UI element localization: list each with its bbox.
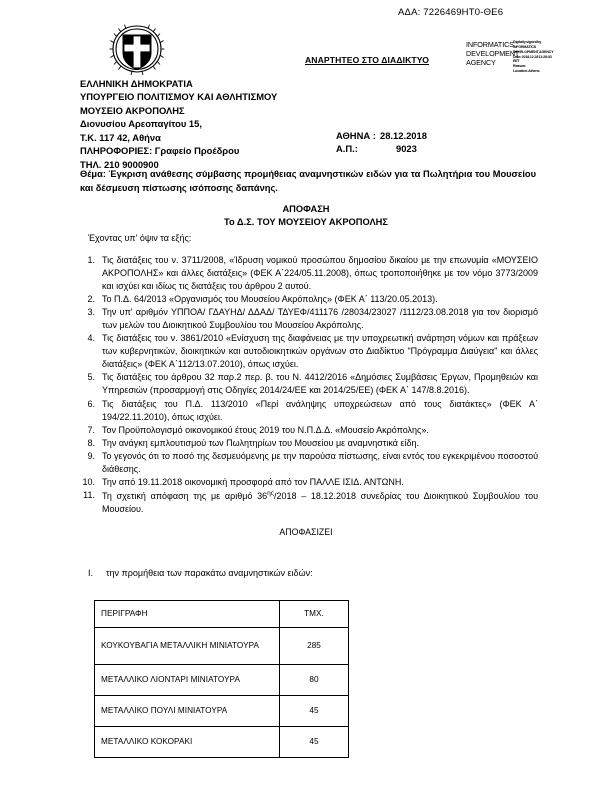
whereas-item-number: 11. xyxy=(83,489,95,500)
signature-detail-text xyxy=(513,40,583,74)
ada-code: ΑΔΑ: 7226469ΗΤ0-ΘΕ6 xyxy=(398,7,504,18)
whereas-item-number: 1. xyxy=(87,255,95,265)
whereas-item xyxy=(80,450,538,476)
cell-description: ΜΕΤΑΛΛΙΚΟ ΛΙΟΝΤΑΡΙ ΜΙΝΙΑΤΟΥΡΑ xyxy=(95,665,280,696)
signature-agency-name: INFORMATICS DEVELOPMENT AGENCY xyxy=(466,40,520,68)
signature-detail-line: Reason: xyxy=(513,64,527,69)
resolution-item-text: την προμήθεια των παρακάτω αναμνηστικών ειδών: xyxy=(106,568,313,578)
items-table-body xyxy=(95,601,349,758)
whereas-item-text: Την ανάγκη εμπλουτισμού των Πωλητηρίων του Μουσείου με αναμνηστικά είδη. xyxy=(102,437,419,448)
whereas-item-text: Τις διατάξεις του ν. 3861/2010 «Ενίσχυση της διαφάνειας με την υποχρεωτική ανάρτηση νόμων και πράξεων των κυβερνητικών, διοικητικών και αυτοδιοικητικών οργάνων στο Διαδίκτυο "Πρόγραμμα Διαύγεια" και άλλες διατάξεις» (ΦΕΚ Α΄112/13.07.2010), όπως ισχύει. xyxy=(102,333,538,370)
whereas-item-number: 7. xyxy=(87,424,95,435)
items-table-wrapper xyxy=(94,600,322,758)
whereas-item-number: 2. xyxy=(87,294,95,305)
whereas-item xyxy=(80,371,538,397)
cell-description: ΜΕΤΑΛΛΙΚΟ ΠΟΥΛΙ ΜΙΝΙΑΤΟΥΡΑ xyxy=(95,696,280,727)
whereas-item-number: 3. xyxy=(87,307,95,318)
city-label: ΑΘΗΝΑ : xyxy=(336,130,376,141)
protocol-label: Α.Π.: xyxy=(336,143,358,155)
column-header-quantity: ΤΜΧ. xyxy=(280,601,349,628)
document-date: 28.12.2018 xyxy=(380,130,427,141)
whereas-item xyxy=(80,489,538,516)
letterhead-line-republic: ΕΛΛΗΝΙΚΗ ΔΗΜΟΚΡΑΤΙΑ xyxy=(80,78,193,89)
subject-line: Θέμα: Έγκριση ανάθεσης σύμβασης προμήθειας αναμνηστικών ειδών για τα Πωλητήρια του Μουσείου και δέσμευση πίστωσης ισόποσης δαπάνης. xyxy=(80,169,536,193)
whereas-item xyxy=(80,424,538,437)
greek-coat-of-arms-emblem xyxy=(106,21,168,77)
resolution-item-number: I. xyxy=(88,568,94,578)
protocol-number: 9023 xyxy=(396,143,417,155)
column-header-description: ΠΕΡΙΓΡΑΦΗ xyxy=(95,601,280,628)
signature-detail-line: EET xyxy=(513,59,520,64)
letterhead xyxy=(80,77,277,171)
cell-description: ΚΟΥΚΟΥΒΑΓΙΑ ΜΕΤΑΛΛΙΚΗ ΜΙΝΙΑΤΟΥΡΑ xyxy=(95,628,280,665)
table-header-row xyxy=(95,601,349,628)
cell-quantity: 45 xyxy=(280,696,349,727)
whereas-item-text: Τις διατάξεις του άρθρου 32 παρ.2 περ. β. του Ν. 4412/2016 «Δημόσιες Συμβάσεις Έργων, Προμηθειών και Υπηρεσιών (προσαρμογή στις Οδηγίες 2014/24/ΕΕ και 2014/25/ΕΕ) (ΦΕΚ Α΄ 147/8.8.2016). xyxy=(102,372,538,396)
whereas-item xyxy=(80,437,538,450)
whereas-item xyxy=(80,306,538,332)
whereas-item-text: Την υπ' αριθμόν ΥΠΠΟΑ/ ΓΔΑΥΗΔ/ ΔΔΑΔ/ ΤΔΥΕΦ/411176 /28034/23027 /1112/23.08.2018 για τον διορισμό των μελών του Διοικητικού Συμβουλίου του Μουσείου Ακρόπολης. xyxy=(102,307,538,331)
whereas-item-text: Την από 19.11.2018 οικονομική προσφορά από τον ΠΑΛΛΕ ΙΣΙΔ. ΑΝΤΩΝΗ. xyxy=(102,476,404,487)
whereas-item-text: Τη σχετική απόφαση της με αριθμό $36^{\eta\varsigma}/2018 - 18.12.2018$ συνεδρίας του Διοικητικού Συμβουλίου του Μουσείου. xyxy=(102,489,538,514)
resolves-heading: ΑΠΟΦΑΣΙΖΕΙ xyxy=(279,527,333,537)
whereas-item xyxy=(80,293,538,306)
whereas-item-number: 8. xyxy=(87,437,95,448)
letterhead-line-info: ΠΛΗΡΟΦΟΡΙΕΣ: Γραφείο Προέδρου xyxy=(80,145,240,157)
whereas-item-text: Το γεγονός ότι το ποσό της δεσμευόμενης με την παρούσα πίστωσης, είναι εντός του εγκεκριμένου ποσοστού διάθεσης. xyxy=(102,450,538,474)
resolution-item xyxy=(88,568,538,578)
decision-heading xyxy=(0,203,612,230)
decision-title: ΑΠΟΦΑΣΗ xyxy=(282,204,330,214)
table-row xyxy=(95,696,349,727)
whereas-item xyxy=(80,476,538,489)
signature-detail-line: Location: Athens xyxy=(513,69,540,74)
decision-subtitle: Το Δ.Σ. ΤΟΥ ΜΟΥΣΕΙΟΥ ΑΚΡΟΠΟΛΗΣ xyxy=(224,217,388,228)
whereas-list xyxy=(80,254,538,516)
letterhead-line-street: Διονυσίου Αρεοπαγίτου 15, xyxy=(80,118,202,130)
whereas-item-text: Το Π.Δ. 64/2013 «Οργανισμός του Μουσείου Ακρόπολης» (ΦΕΚ Α΄ 113/20.05.2013). xyxy=(102,294,438,305)
whereas-item-text: Τον Προϋπολογισμό οικονομικού έτους 2019 του Ν.Π.Δ.Δ. «Μουσείο Ακρόπολης». xyxy=(102,424,429,435)
letterhead-line-ministry: ΥΠΟΥΡΓΕΙΟ ΠΟΛΙΤΙΣΜΟΥ ΚΑΙ ΑΘΛΗΤΙΣΜΟΥ xyxy=(80,91,278,103)
cell-quantity: 80 xyxy=(280,665,349,696)
whereas-item xyxy=(80,254,538,293)
signature-detail-line: Date: 2018.12.28 11:28:33 xyxy=(513,54,552,59)
date-protocol-block xyxy=(336,129,427,156)
letterhead-line-postal: Τ.Κ. 117 42, Αθήνα xyxy=(80,131,161,143)
whereas-item-number: 5. xyxy=(87,372,95,383)
whereas-item-text: Τις διατάξεις του ν. 3711/2008, «Ίδρυση νομικού προσώπου δημοσίου δικαίου με την επωνυμία «ΜΟΥΣΕΙΟ ΑΚΡΟΠΟΛΗΣ» και άλλες διατάξεις» (ΦΕΚ Α΄224/05.11.2008), όπως τροποποιήθηκε με τον νόμο 3773/2009 και ισχύει και ιδίως τις διατάξεις του άρθρου 2 αυτού. xyxy=(102,255,538,292)
whereas-item-number: 9. xyxy=(87,450,95,461)
whereas-item-text: Τις διατάξεις του Π.Δ. 113/2010 «Περί ανάληψης υποχρεώσεων από τους διατάκτες» (ΦΕΚ Α΄ 194/22.11.2010), όπως ισχύει. xyxy=(102,398,538,422)
cell-quantity: 285 xyxy=(280,628,349,665)
whereas-item-number: 4. xyxy=(87,333,95,344)
table-row xyxy=(95,628,349,665)
table-row xyxy=(95,665,349,696)
whereas-item-number: 10. xyxy=(82,476,95,487)
whereas-item xyxy=(80,398,538,424)
digital-signature-stamp xyxy=(466,40,606,74)
signature-detail-line: DEVELOPMENT AGENCY xyxy=(513,49,554,54)
table-row xyxy=(95,727,349,758)
letterhead-line-museum: ΜΟΥΣΕΙΟ ΑΚΡΟΠΟΛΗΣ xyxy=(80,104,185,116)
publication-note: ΑΝΑΡΤΗΤΕΟ ΣΤΟ ΔΙΑΔΙΚΤΥΟ xyxy=(305,55,430,65)
signature-detail-line: Digitally signed by xyxy=(513,40,542,44)
letterhead-line-phone: ΤΗΛ. 210 9000900 xyxy=(80,158,159,170)
preamble-text: Έχοντας υπ' όψιν τα εξής: xyxy=(88,233,192,243)
cell-description: ΜΕΤΑΛΛΙΚΟ ΚΟΚΟΡΑΚΙ xyxy=(95,727,280,758)
cell-quantity: 45 xyxy=(280,727,349,758)
items-table xyxy=(94,600,349,758)
whereas-item xyxy=(80,332,538,371)
signature-detail-line: INFORMATICS xyxy=(513,44,537,49)
whereas-item-number: 6. xyxy=(87,398,95,409)
